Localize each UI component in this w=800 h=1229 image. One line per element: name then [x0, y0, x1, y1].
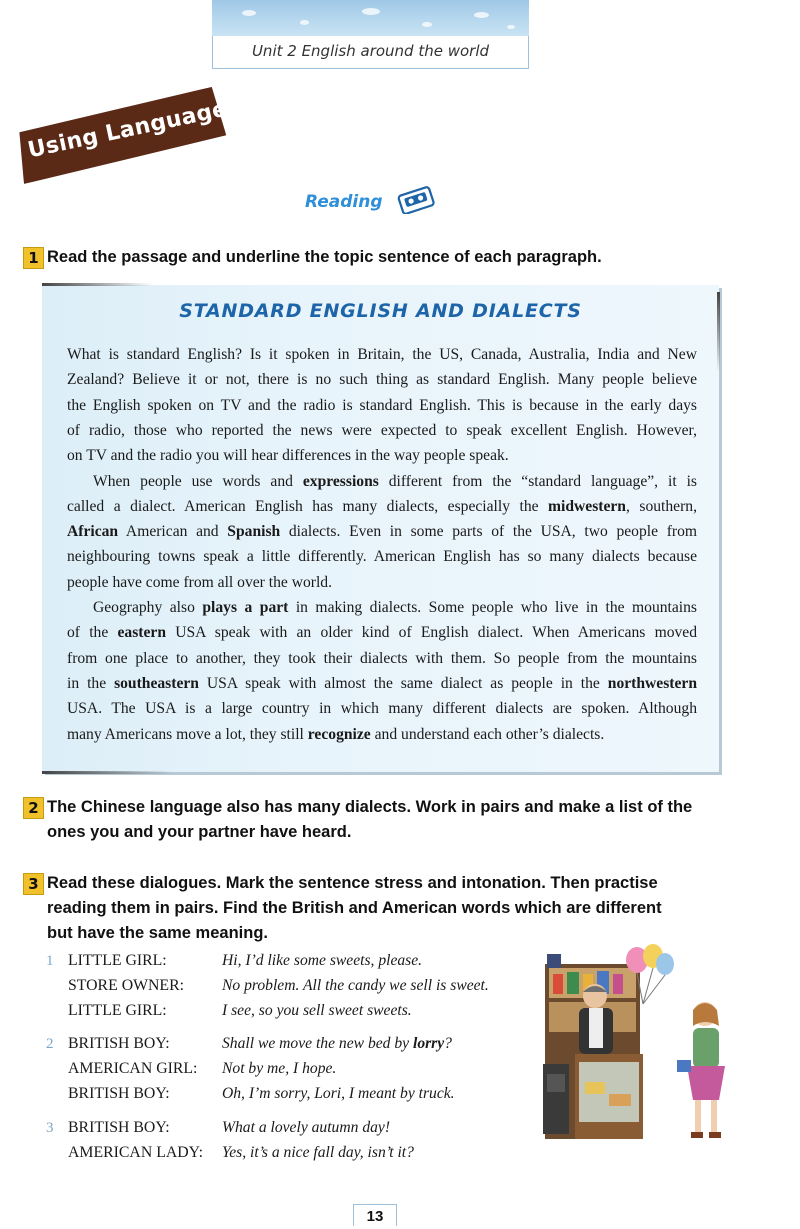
dialogue-speaker: AMERICAN LADY: [68, 1144, 204, 1161]
passage-text-run: called a dialect. American English has many dialects, especially the [67, 497, 549, 515]
task-3-line: but have the same meaning. [47, 924, 268, 942]
passage-keyword: northwestern [607, 674, 697, 692]
task-number-3: 3 [23, 873, 44, 895]
reading-label: Reading [305, 192, 383, 212]
passage-line [67, 418, 697, 443]
passage-text-run: the English spoken on TV and the radio is standard English. This is because in the early days [67, 396, 697, 414]
passage-text-run: of the [67, 624, 118, 642]
dialogue-text: Oh, I’m sorry, Lori, I meant by truck. [222, 1085, 455, 1102]
dialogue-line [222, 1035, 452, 1053]
passage-line [67, 494, 697, 519]
task-2-line: The Chinese language also has many dialects. Work in pairs and make a list of the [47, 798, 693, 816]
page-number: 13 [353, 1204, 397, 1226]
passage-line [67, 544, 697, 569]
task-1-line: Read the passage and underline the topic sentence of each paragraph. [47, 248, 602, 266]
passage-line [67, 722, 697, 747]
task-2-line: ones you and your partner have heard. [47, 823, 352, 841]
dialogue-speaker: BRITISH BOY: [68, 1119, 170, 1136]
dialogue-line [222, 1119, 390, 1137]
passage-text-run: USA speak with almost the same dialect as people in the [198, 674, 608, 692]
passage-text-run: , southern, [626, 497, 697, 515]
dialogue-number: 3 [46, 1120, 54, 1136]
dialogue-speaker: BRITISH BOY: [68, 1085, 170, 1102]
passage-text-run: of radio, those who reported the news were expected to speak excellent English. However, [67, 421, 697, 439]
passage-line [67, 671, 697, 696]
dialogue-text: Shall we move the new bed by [222, 1035, 413, 1052]
dialogue-text: No problem. All the candy we sell is sweet. [222, 977, 489, 994]
task-number-2: 2 [23, 797, 44, 819]
passage-line [93, 469, 697, 494]
dialogue-keyword: lorry [412, 1035, 445, 1052]
task-2-instruction [47, 795, 692, 845]
passage-keyword: African [67, 523, 119, 541]
passage-text-run: different from the “standard language”, it is [378, 472, 697, 490]
header-photo-strip [212, 0, 529, 36]
passage-border [42, 771, 172, 774]
dialogue-text: I see, so you sell sweet sweets. [222, 1002, 412, 1019]
task-3-line: reading them in pairs. Find the British and American words which are different [47, 899, 662, 917]
dialogue-line [222, 977, 489, 995]
passage-title: STANDARD ENGLISH AND DIALECTS [179, 300, 582, 322]
passage-line [67, 443, 697, 468]
passage-text-run: from one place to another, they took their dialects with them. So people from the mountains [67, 649, 697, 667]
passage-text-run: dialects. Even in some parts of the USA, two people from [280, 523, 698, 541]
passage-keyword: Spanish [227, 523, 281, 541]
dialogue-line [222, 1144, 414, 1162]
dialogue-speaker: BRITISH BOY: [68, 1035, 170, 1052]
passage-keyword: expressions [302, 472, 379, 490]
passage-line [67, 367, 697, 392]
passage-text-run: and understand each other’s dialects. [370, 725, 605, 743]
passage-text-run: Geography also [93, 599, 203, 616]
cassette-icon[interactable] [397, 186, 435, 214]
passage-text-run: neighbouring towns speak a little differently. American English has so many dialects because [67, 548, 697, 566]
passage-text-run: What is standard English? Is it spoken in Britain, the US, Canada, Australia, India and New [67, 346, 697, 363]
dialogue-text: ? [444, 1035, 452, 1052]
passage-line [67, 570, 697, 595]
passage-text-run: USA speak with an older kind of English dialect. When Americans moved [166, 624, 698, 642]
passage-line [93, 595, 697, 620]
task-number-1: 1 [23, 247, 44, 269]
passage-keyword: plays a part [202, 599, 289, 616]
dialogue-text: Hi, I’d like some sweets, please. [222, 952, 423, 969]
unit-title: Unit 2 English around the world [212, 36, 529, 69]
passage-line [67, 393, 697, 418]
dialogue-speaker: AMERICAN GIRL: [68, 1060, 198, 1077]
passage-text-run: Zealand? Believe it or not, there is no such thing as standard English. Many people believe [67, 371, 697, 389]
dialogue-number: 1 [46, 953, 54, 969]
passage-keyword: recognize [307, 725, 371, 743]
passage-line [67, 696, 697, 721]
passage-text-run: in making dialects. Some people who live in the mountains [288, 599, 697, 616]
dialogue-speaker: LITTLE GIRL: [68, 952, 167, 969]
passage-text-run: people have come from all over the world. [67, 573, 332, 591]
task-3-line: Read these dialogues. Mark the sentence stress and intonation. Then practise [47, 874, 658, 892]
dialogue-speaker: STORE OWNER: [68, 977, 184, 994]
passage-text-run: in the [67, 674, 115, 692]
dialogue-line [222, 1085, 455, 1103]
dialogue-line [222, 952, 422, 970]
task-3-instruction [47, 871, 662, 946]
section-badge-label: Using Language [25, 96, 230, 164]
passage-line [67, 519, 697, 544]
passage-keyword: eastern [117, 624, 167, 642]
dialogue-text: What a lovely autumn day! [222, 1119, 391, 1136]
passage-line [67, 620, 697, 645]
passage-text-run: on TV and the radio you will hear differences in the way people speak. [67, 447, 509, 465]
candy-store-illustration [535, 944, 730, 1149]
dialogue-text: Yes, it’s a nice fall day, isn’t it? [222, 1144, 414, 1161]
passage-text-run: USA. The USA is a large country in which many different dialects are spoken. Although [67, 700, 697, 718]
passage-text-run: American and [118, 523, 228, 541]
passage-line [67, 342, 697, 367]
passage-text-run: many Americans move a lot, they still [67, 725, 308, 743]
passage-border [42, 283, 152, 286]
dialogue-line [222, 1002, 412, 1020]
dialogue-text: Not by me, I hope. [222, 1060, 337, 1077]
passage-keyword: midwestern [548, 497, 626, 515]
dialogue-speaker: LITTLE GIRL: [68, 1002, 167, 1019]
task-1-instruction [47, 245, 602, 270]
passage-keyword: southeastern [114, 674, 199, 692]
passage-line [67, 646, 697, 671]
dialogue-number: 2 [46, 1036, 54, 1052]
passage-text-run: When people use words and [93, 472, 303, 490]
dialogue-line [222, 1060, 336, 1078]
